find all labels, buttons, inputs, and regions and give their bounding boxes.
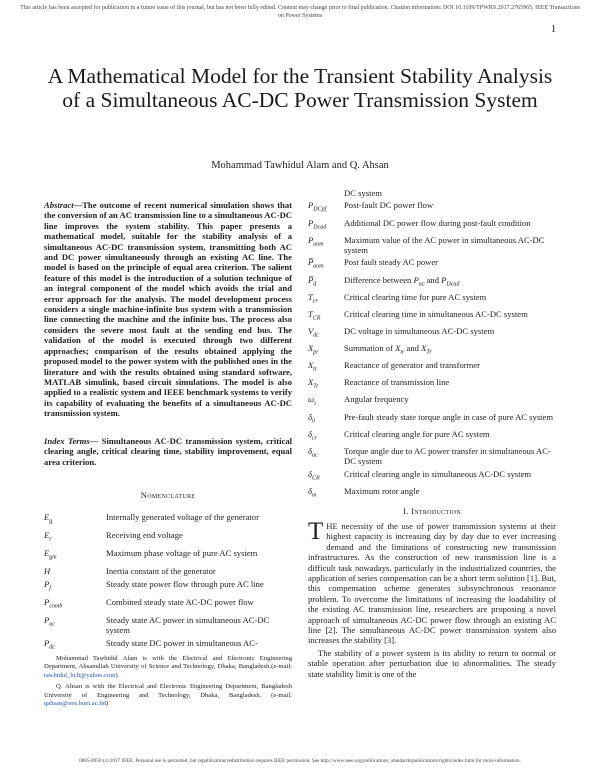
nomenclature-definition: Post fault steady AC power bbox=[344, 257, 439, 268]
nomenclature-definition: Critical clearing time for pure AC system bbox=[344, 291, 487, 302]
nomenclature-right-row bbox=[308, 218, 556, 233]
footnote-2-text: Q. Ahsan is with the Electrical and Electronic Engineering Department, Bangladesh University of Engineering and Technology, Dhaka, Bangladesh. (e-mail: bbox=[44, 683, 292, 699]
nomenclature-symbol: H bbox=[44, 565, 51, 576]
nomenclature-definition: Angular frequency bbox=[344, 394, 409, 405]
nomenclature-symbol: $X_{Tr}$ bbox=[308, 377, 319, 391]
nomenclature-left-row bbox=[44, 548, 292, 563]
introduction-body bbox=[308, 518, 556, 681]
nomenclature-right-row bbox=[308, 469, 556, 484]
paper-title: A Mathematical Model for the Transient Stability Analysis of a Simultaneous AC-DC Power Transmission System bbox=[47, 64, 553, 112]
drop-cap: T bbox=[308, 518, 324, 545]
author-footnotes bbox=[44, 655, 292, 711]
nomenclature-definition: Critical clearing time in simultaneous AC-DC system bbox=[344, 308, 528, 319]
nomenclature-right-row bbox=[308, 429, 556, 444]
nomenclature-definition: DC voltage in simultaneous AC-DC system bbox=[344, 325, 495, 336]
nomenclature-symbol: $V_{dc}$ bbox=[308, 325, 319, 339]
nomenclature-left-row bbox=[44, 566, 292, 576]
nomenclature-definition: Steady state power flow through pure AC line bbox=[106, 578, 264, 589]
nomenclature-right-row bbox=[308, 200, 556, 215]
nomenclature-right-row bbox=[308, 360, 556, 375]
nomenclature-symbol: $P_f$ bbox=[44, 578, 51, 592]
nomenclature-right-row bbox=[308, 188, 556, 198]
nomenclature-right-list bbox=[308, 188, 556, 503]
nomenclature-right-row bbox=[308, 377, 556, 392]
nomenclature-definition: Additional DC power flow during post-fault condition bbox=[344, 217, 531, 228]
nomenclature-symbol: $\delta_{CR}$ bbox=[308, 468, 320, 482]
nomenclature-symbol: $X_{tr}$ bbox=[308, 360, 318, 373]
author-line: Mohammad Tawhidul Alam and Q. Ahsan bbox=[211, 160, 389, 171]
intro-paragraph-1 bbox=[308, 518, 556, 646]
index-terms bbox=[44, 436, 292, 467]
nomenclature-left-row bbox=[44, 597, 292, 612]
nomenclature-symbol: $\delta_0$ bbox=[308, 411, 315, 425]
nomenclature-definition: Summation of $X_{tr}$ and $X_{Tr}$ bbox=[344, 343, 432, 356]
abstract-text: —The outcome of recent numerical simulation shows that the conversion of an AC transmission line to a simultaneous AC-DC line improves the system stability. This paper presents a mathematical model, suitable for the stability analysis of a simultaneous AC-DC transmission system, transmitting both AC and DC power simultaneously through an existing AC line. The model is based on the principle of equal area criterion. The salient feature of this model is the introduction of a solution technique of an integral component of the model which avoids the trial and error approach for the analysis. The model development process considers a single machine-infinite bus system with a transmission line connecting the machine and the infinite bus. The process also considers the severe most fault at the sending end bus. The validation of the model is executed through two different approaches; comparison of the results obtained applying the proposed model to the power system with the published ones in the literature and with the results obtained using standard software, MATLAB simulink, based circuit simulations. The model is also applied to a realistic system and IEEE benchmark systems to verify its capability of evaluating the benefits of a simultaneous AC-DC transmission system. bbox=[44, 200, 292, 419]
abstract bbox=[44, 200, 292, 419]
journal-header-note: This article has been accepted for publication in a future issue of this journal, but has not been fully edited. Content may change prior to final publication. Citation information: DOI 10.1109/TPWRS.2017.2765965, IEEE Transactions on Power Systems bbox=[20, 5, 580, 19]
nomenclature-symbol: $P_{dc}$ bbox=[44, 638, 55, 651]
footnote-author-2: Q. Ahsan is with the Electrical and Electronic Engineering Department, Bangladesh University of Engineering and Technology, Dhaka, Bangladesh. (e-mail: qahsan@eee.buet.ac.bd) bbox=[44, 683, 292, 708]
nomenclature-symbol: $\omega_s$ bbox=[308, 394, 317, 408]
nomenclature-symbol: $P_{comb}$ bbox=[44, 596, 63, 610]
nomenclature-right-row bbox=[308, 292, 556, 307]
nomenclature-symbol: $E_r$ bbox=[44, 529, 52, 543]
nomenclature-right-row bbox=[308, 309, 556, 324]
index-terms-text: — Simultaneous AC-DC transmission system, critical clearing angle, critical clearing time, stability improvement, equal area criterion. bbox=[44, 436, 293, 467]
nomenclature-definition: Maximum phase voltage of pure AC system bbox=[106, 547, 258, 558]
nomenclature-symbol: $P̅_d$ bbox=[308, 274, 317, 288]
nomenclature-definition: DC system bbox=[344, 188, 382, 198]
nomenclature-definition: Combined steady state AC-DC power flow bbox=[106, 596, 254, 607]
nomenclature-definition: Post-fault DC power flow bbox=[344, 200, 434, 211]
abstract-label: Abstract bbox=[44, 200, 74, 210]
nomenclature-definition: Critical clearing angle in simultaneous AC-DC system bbox=[344, 468, 532, 479]
intro-paragraph-1-text: HE necessity of the use of power transmission systems at their highest capacity is increasing day by day due to ever increasing demand and the limitations of constructing new transmission infrastructures. As the construction of new transmission line is a difficult task nowadays, particularly in the industrialized countries, the application of series compensation can be a short term solution [1]. But, this compensation scheme generates subsynchronous resonance problem. To overcome the limitations of increasing the loadability of the existing AC transmission line, researchers are proposing a novel approach of simultaneous AC-DC power flow through an existing AC line [2]. The simultaneous AC-DC power transmission system also increases the stability [3]. bbox=[308, 521, 556, 646]
nomenclature-symbol: $\delta_{cr}$ bbox=[308, 428, 317, 442]
nomenclature-heading: Nomenclature bbox=[140, 490, 196, 500]
page-number: 1 bbox=[551, 24, 556, 35]
nomenclature-right-row bbox=[308, 326, 556, 341]
nomenclature-left-row bbox=[44, 638, 292, 653]
nomenclature-left-list bbox=[44, 512, 292, 656]
nomenclature-definition: Critical clearing angle for pure AC system bbox=[344, 428, 490, 439]
nomenclature-symbol: $E_g$ bbox=[44, 512, 53, 525]
nomenclature-left-row bbox=[44, 579, 292, 594]
nomenclature-right-row bbox=[308, 257, 556, 272]
nomenclature-right-row bbox=[308, 235, 556, 256]
nomenclature-symbol: $X_{pr}$ bbox=[308, 343, 319, 356]
nomenclature-definition: Inertia constant of the generator bbox=[106, 565, 216, 576]
footnote-1-email[interactable]: tawhidul_bclt@yahoo.com bbox=[44, 671, 116, 679]
nomenclature-right-row bbox=[308, 412, 556, 427]
nomenclature-symbol: $P_{aom}$ bbox=[308, 234, 324, 248]
nomenclature-definition: Torque angle due to AC power transfer in simultaneous AC-DC system bbox=[344, 445, 551, 467]
nomenclature-definition: Pre-fault steady state torque angle in case of pure AC system bbox=[344, 411, 554, 422]
nomenclature-symbol: $\delta_m$ bbox=[308, 485, 317, 499]
nomenclature-right-row bbox=[308, 275, 556, 290]
nomenclature-symbol: $\delta_{ac}$ bbox=[308, 445, 318, 459]
nomenclature-symbol: $P_{ac}$ bbox=[44, 614, 55, 628]
nomenclature-definition: Internally generated voltage of the generator bbox=[106, 512, 259, 522]
nomenclature-definition: Reactance of generator and transformer bbox=[344, 360, 480, 371]
nomenclature-symbol: $P_{Dcad}$ bbox=[308, 217, 327, 231]
copyright-footer: 0885-8950 (c) 2017 IEEE. Personal use is permitted, but republication/redistribution requires IEEE permission. See http://www.ieee.org/publications_standards/publications/rights/index.html for more information. bbox=[79, 758, 521, 764]
nomenclature-right-row bbox=[308, 394, 556, 409]
nomenclature-symbol bbox=[308, 188, 344, 198]
nomenclature-definition: Reactance of transmission line bbox=[344, 377, 450, 388]
nomenclature-right-row bbox=[308, 343, 556, 358]
footnote-1-text: Mohammad Tawhidul Alam is with the Electrical and Electronic Engineering Department, Ahsanullah University of Science and Technology, Dhaka, Bangladesh.(e-mail: bbox=[44, 655, 292, 671]
nomenclature-symbol: $E_{gm}$ bbox=[44, 547, 57, 561]
footnote-author-1: Mohammad Tawhidul Alam is with the Electrical and Electronic Engineering Department, Ahsanullah University of Science and Technology, Dhaka, Bangladesh.(e-mail: tawhidul_bclt@yahoo.com) bbox=[44, 655, 292, 679]
nomenclature-definition: Steady state DC power in simultaneous AC- bbox=[106, 638, 258, 649]
nomenclature-definition: Maximum value of the AC power in simultaneous AC-DC system bbox=[344, 234, 545, 256]
footnote-2-email[interactable]: qahsan@eee.buet.ac.bd bbox=[44, 700, 106, 708]
index-terms-label: Index Terms bbox=[44, 436, 90, 446]
nomenclature-definition: Maximum rotor angle bbox=[344, 485, 420, 496]
nomenclature-definition: Difference between $P_{ac}$ and $P_{Dcad}$ bbox=[344, 274, 460, 288]
nomenclature-left-row bbox=[44, 615, 292, 635]
nomenclature-symbol: $P̅_{aom}$ bbox=[308, 257, 324, 271]
intro-paragraph-2: The stability of a power system is its ability to return to normal or stable operation after perturbation due to abnormalities. The steady state stability limit is one of the bbox=[308, 647, 556, 679]
nomenclature-right-row bbox=[308, 446, 556, 467]
nomenclature-symbol: $P_{DCpf}$ bbox=[308, 200, 327, 214]
nomenclature-symbol: $T_{cr}$ bbox=[308, 291, 318, 305]
nomenclature-left-row bbox=[44, 512, 292, 527]
nomenclature-symbol: $T_{CR}$ bbox=[308, 308, 321, 322]
nomenclature-left-row bbox=[44, 530, 292, 545]
nomenclature-definition: Steady state AC power in simultaneous AC-DC system bbox=[106, 614, 270, 636]
section-heading-introduction: I. Introduction bbox=[403, 506, 461, 516]
nomenclature-right-row bbox=[308, 486, 556, 501]
nomenclature-definition: Receiving end voltage bbox=[106, 529, 183, 540]
